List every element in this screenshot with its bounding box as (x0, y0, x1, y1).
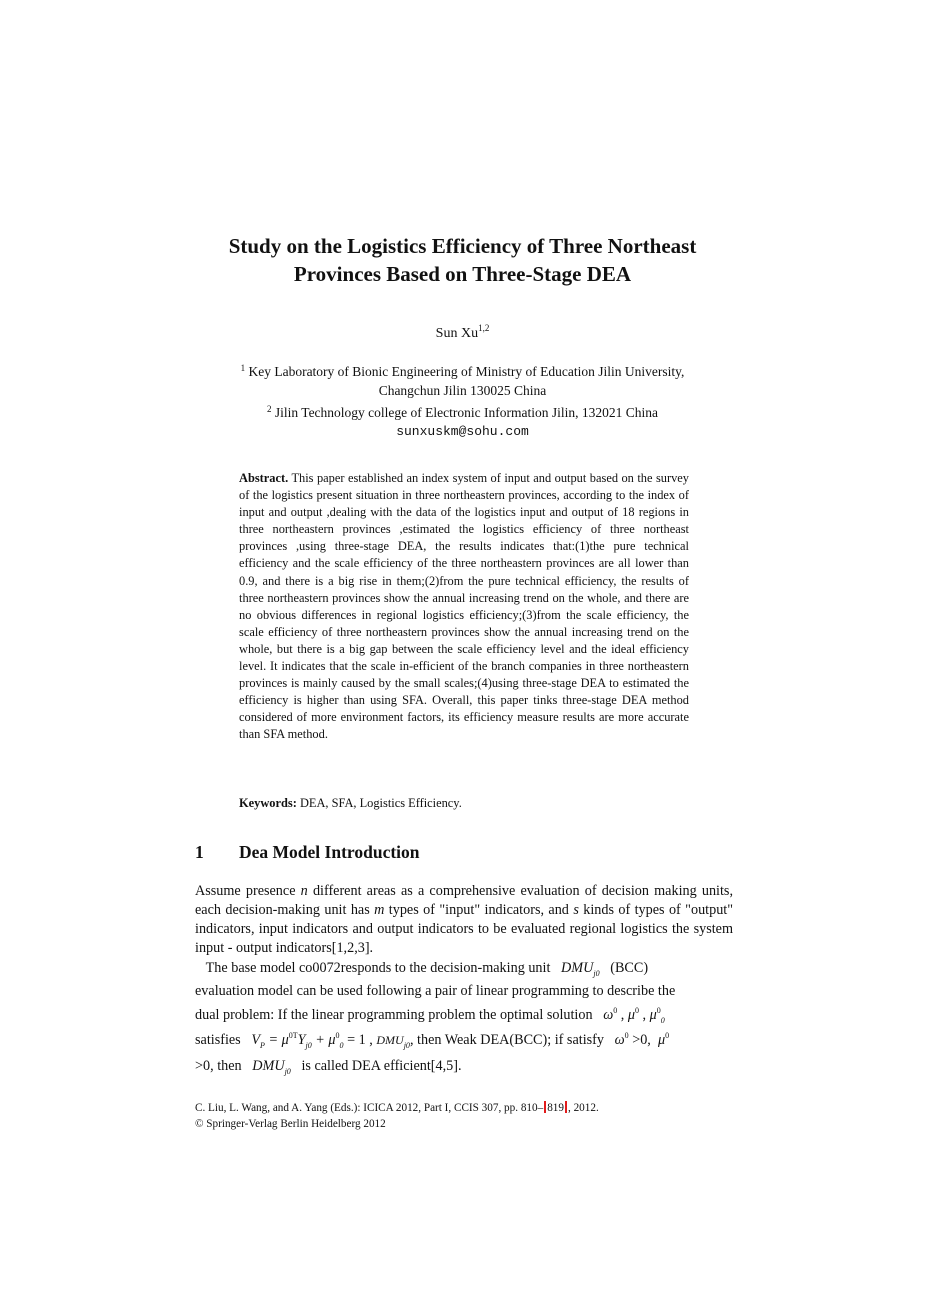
mu-sup: 0 (635, 1006, 639, 1015)
author-email[interactable]: sunxuskm@sohu.com (396, 424, 529, 439)
dmu-symbol-2: DMU (376, 1033, 404, 1047)
l1-text-a: The base model co0072responds to the decision-making unit (205, 960, 551, 976)
p1-text-c: types of "input" indicators, and (388, 902, 569, 918)
eq-one: = 1 , (347, 1032, 373, 1048)
var-n: n (300, 883, 308, 899)
footer-line-2: © Springer-Verlag Berlin Heidelberg 2012 (195, 1118, 386, 1130)
y-symbol: Y (297, 1032, 306, 1048)
omega-symbol-2: ω (614, 1032, 625, 1048)
mu0-symbol: μ (649, 1007, 657, 1023)
p1-text-d: kinds of types of "output" indicators, input indicators and output indicators to be evaluated regional logistics the system input - output indicators[1,2,3]. (195, 902, 734, 956)
author (150, 323, 775, 342)
v-sub: P (260, 1041, 265, 1050)
keywords (239, 795, 689, 812)
plus-mu-sup: 0 (335, 1031, 340, 1040)
title-line-1: Study on the Logistics Efficiency of Three Northeast (228, 234, 697, 258)
sep-1: , (620, 1007, 625, 1023)
affil-2-sup: 2 (267, 404, 272, 414)
dmu-sub-2: j0 (403, 1041, 410, 1050)
mu0-sup: 0 (656, 1006, 661, 1015)
dmu-sub-3: j0 (284, 1067, 291, 1076)
abstract-label: Abstract. (239, 471, 289, 485)
affiliation-2 (150, 400, 775, 422)
footer-line1-a: C. Liu, L. Wang, and A. Yang (Eds.): ICICA 2012, Part I, CCIS 307, pp. 810– (195, 1102, 544, 1114)
l3-text-a: dual problem: If the linear programming problem the optimal solution (195, 1007, 593, 1023)
red-cursor-mark (544, 1101, 546, 1113)
section-paragraph-1 (195, 882, 733, 958)
v-symbol: V (251, 1032, 261, 1048)
omega-sup-2: 0 (624, 1031, 629, 1040)
section-number: 1 (195, 842, 204, 862)
l5-text-a: >0, then (195, 1058, 242, 1074)
p1-text-b: different areas as a comprehensive evaluation of decision making units, each decision-making unit has (195, 883, 734, 918)
author-affil-sup: 1,2 (478, 323, 490, 333)
var-m: m (374, 902, 385, 918)
plus-mu: + μ (315, 1032, 336, 1048)
paragraph-2-line-1 (195, 960, 733, 978)
var-s: s (573, 902, 579, 918)
section-title: Dea Model Introduction (239, 842, 420, 862)
omega-sup: 0 (613, 1006, 618, 1015)
affil-1-text: Key Laboratory of Bionic Engineering of Ministry of Education Jilin University, (248, 364, 685, 379)
footer-citation (195, 1100, 599, 1132)
sep-2: , (642, 1007, 647, 1023)
l4-text-b: , then Weak DEA(BCC); if satisfy (409, 1032, 604, 1048)
paragraph-2-line-5 (195, 1058, 733, 1076)
footer-line1-b: 819 (547, 1102, 564, 1114)
keywords-text: DEA, SFA, Logistics Efficiency. (299, 796, 462, 810)
affil-1-sup: 1 (240, 363, 246, 373)
mu-symbol: μ (627, 1007, 635, 1023)
paragraph-2-line-3 (195, 1006, 733, 1025)
l1-text-b: (BCC) (610, 960, 649, 976)
affil-2-text: Jilin Technology college of Electronic Information Jilin, 132021 China (274, 405, 658, 420)
abstract-text: This paper established an index system of input and output based on the survey of the logistics present situation in three northeastern provinces, according to the index of input and output ,dealing with the data of the logistics input and output of 18 regions in three northeastern provinces ,estimated the logistics efficiency of three northeast provinces ,using three-stage DEA, the results indicates that:(1)the pure technical efficiency and the scale efficiency of the three northeastern provinces are all lower than 0.9, and there is a big rise in them;(2)from the pure technical efficiency, the results of three northeastern provinces show the annual increasing trend on the whole, and there are no obvious differences in regional logistics efficiency;(3)from the scale efficiency, the scale efficiency of three northeastern provinces show the annual increasing trend on the whole, but there is a big gap between the scale efficiency level and the ideal efficiency level. It indicates that the scale in-efficient of the branch companies in three northeastern provinces is mainly caused by the small scales;(4)using three-stage DEA to estimated the efficiency is higher than using SFA. Overall, this paper tinks three-stage DEA method considered of more environment factors, its efficiency measure results are more accurate than SFA method. (239, 471, 689, 742)
dmu-symbol: DMU (561, 960, 594, 976)
y-sub: j0 (305, 1041, 312, 1050)
red-cursor-mark-2 (565, 1101, 567, 1113)
gt-zero: >0, (632, 1032, 651, 1048)
p1-text-a: Assume presence (195, 883, 296, 899)
l5-text-b: is called DEA efficient[4,5]. (301, 1058, 462, 1074)
affiliations (150, 359, 775, 441)
abstract (239, 470, 689, 744)
title-line-2: Provinces Based on Three-Stage DEA (293, 262, 632, 286)
paragraph-2-line-2: evaluation model can be used following a pair of linear programming to describe the (195, 983, 676, 999)
mu0-sub: 0 (660, 1016, 665, 1025)
affiliation-1-line-1 (150, 359, 775, 381)
paper-title (150, 232, 775, 288)
author-name: Sun Xu (435, 326, 479, 341)
plus-mu-sub: 0 (339, 1041, 344, 1050)
mu-sup-2: 0 (665, 1031, 670, 1040)
mu-symbol-2: μ (657, 1032, 666, 1048)
dmu-sub: j0 (593, 969, 600, 978)
footer-line1-c: , 2012. (567, 1102, 599, 1114)
affiliation-1-line-2: Changchun Jilin 130025 China (378, 383, 547, 398)
l4-text-a: satisfies (195, 1032, 241, 1048)
keywords-label: Keywords: (239, 796, 297, 810)
eq-mu: = μ (268, 1032, 289, 1048)
mu-t-sup: 0T (288, 1031, 298, 1040)
omega-symbol: ω (603, 1007, 614, 1023)
dmu-symbol-3: DMU (252, 1058, 285, 1074)
paragraph-2-line-4 (195, 1031, 733, 1050)
footer-line-1 (195, 1100, 599, 1116)
